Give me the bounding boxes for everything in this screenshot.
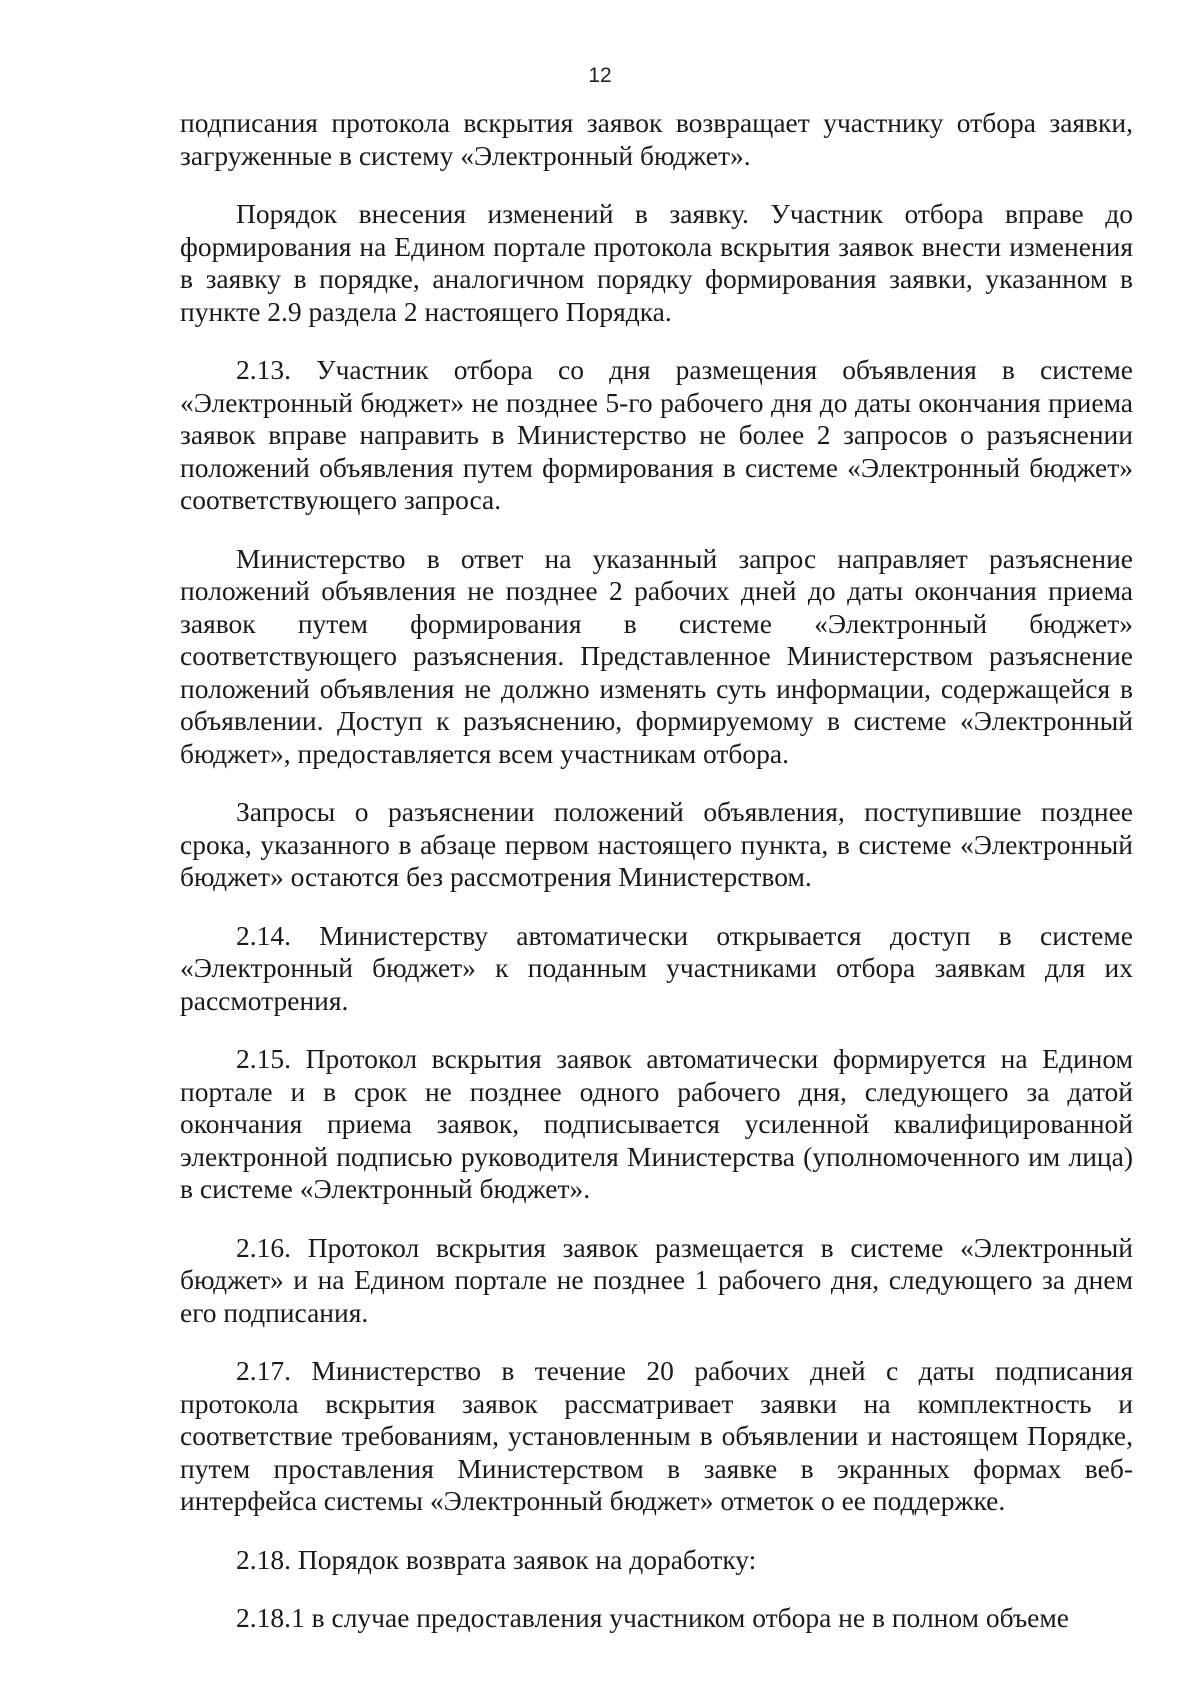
document-body: [180, 107, 1133, 1661]
paragraph-ministry-response: Министерство в ответ на указанный запрос направляет разъяснение положений объявления не позднее 2 рабочих дней до даты окончания приема заявок путем формирования в системе «Электронный бюджет» соответствующего разъяснения. Представленное Министерством разъяснение положений объявления не должно изменять суть информации, содержащейся в объявлении. Доступ к разъяснению, формируемому в системе «Электронный бюджет», предоставляется всем участникам отбора.: [180, 542, 1133, 769]
paragraph-continuation: подписания протокола вскрытия заявок возвращает участнику отбора заявки, загруженные в систему «Электронный бюджет».: [180, 107, 1133, 171]
paragraph-late-requests: Запросы о разъяснении положений объявления, поступившие позднее срока, указанного в абзаце первом настоящего пункта, в системе «Электронный бюджет» остаются без рассмотрения Министерством.: [180, 796, 1133, 892]
paragraph-2-17: 2.17. Министерство в течение 20 рабочих дней с даты подписания протокола вскрытия заявок рассматривает заявки на комплектность и соответствие требованиям, установленным в объявлении и настоящем Порядке, путем проставления Министерством в заявке в экранных формах веб-интерфейса системы «Электронный бюджет» отметок о ее поддержке.: [180, 1355, 1133, 1516]
paragraph-amendment-procedure: Порядок внесения изменений в заявку. Участник отбора вправе до формирования на Едином портале протокола вскрытия заявок внести изменения в заявку в порядке, аналогичном порядку формирования заявки, указанном в пункте 2.9 раздела 2 настоящего Порядка.: [180, 198, 1133, 327]
paragraph-2-14: 2.14. Министерству автоматически открывается доступ в системе «Электронный бюджет» к поданным участниками отбора заявкам для их рассмотрения.: [180, 919, 1133, 1016]
paragraph-2-18: 2.18. Порядок возврата заявок на доработку:: [236, 1543, 757, 1575]
page-number: 12: [588, 64, 612, 87]
paragraph-2-18-1: 2.18.1 в случае предоставления участником отбора не в полном объеме: [236, 1602, 1069, 1633]
paragraph-2-16: 2.16. Протокол вскрытия заявок размещается в системе «Электронный бюджет» и на Едином портале не позднее 1 рабочего дня, следующего за днем его подписания.: [180, 1231, 1133, 1328]
paragraph-2-13: 2.13. Участник отбора со дня размещения объявления в системе «Электронный бюджет» не позднее 5-го рабочего дня до даты окончания приема заявок вправе направить в Министерство не более 2 запросов о разъяснении положений объявления путем формирования в системе «Электронный бюджет» соответствующего запроса.: [180, 354, 1133, 515]
paragraph-2-15: 2.15. Протокол вскрытия заявок автоматически формируется на Едином портале и в срок не позднее одного рабочего дня, следующего за датой окончания приема заявок, подписывается усиленной квалифицированной электронной подписью руководителя Министерства (уполномоченного им лица) в системе «Электронный бюджет».: [180, 1043, 1133, 1204]
